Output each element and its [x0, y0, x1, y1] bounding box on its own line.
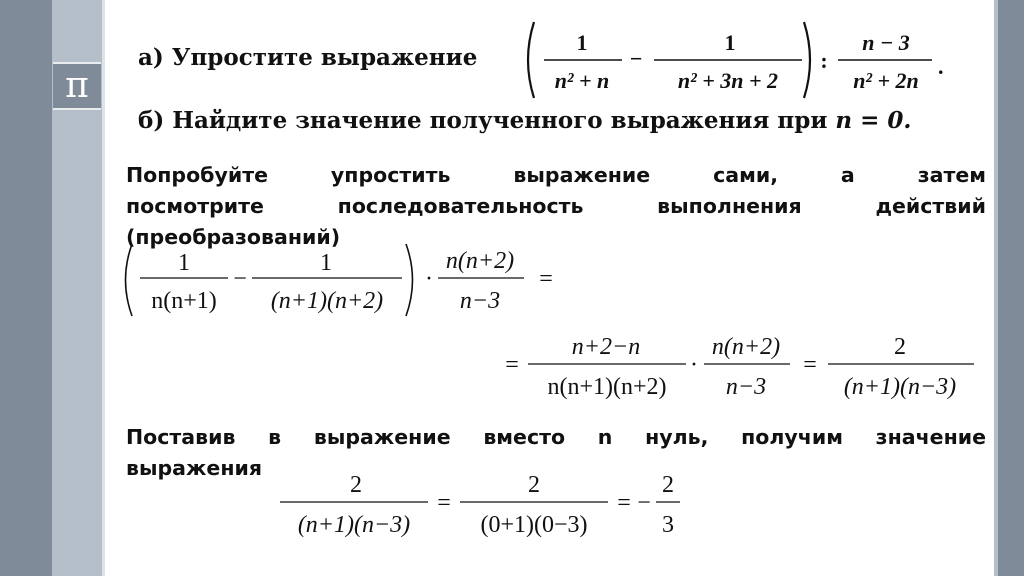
step1-expression [118, 236, 568, 320]
step3-expression [276, 462, 696, 546]
task-a-f2-num: 1 [724, 30, 736, 55]
step3-f1-den: (n+1)(n−3) [297, 512, 411, 538]
step2-f2-num: n(n+2) [711, 334, 781, 360]
step2-f3-den: (n+1)(n−3) [843, 374, 957, 400]
step2-f1-num: n+2−n [571, 334, 641, 360]
step1-f1-num: 1 [178, 250, 190, 276]
step2-equals-2: = [803, 352, 817, 378]
step2-equals-1: = [505, 352, 519, 378]
step3-f2-num: 2 [528, 472, 540, 498]
task-a-f3-num: n − 3 [862, 30, 910, 55]
conclusion-line-1: Поставив в выражение вместо n нуль, получим значение [126, 425, 986, 449]
left-paren [528, 22, 534, 98]
pi-logo-icon [53, 62, 101, 110]
intro-line-3: (преобразований) [126, 225, 341, 249]
step2-expression [498, 322, 978, 406]
task-b-condition: n = 0. [835, 107, 912, 134]
step2-f3-num: 2 [894, 334, 906, 360]
conclusion-line-2: выражения [126, 456, 263, 480]
right-paren [804, 22, 810, 98]
step1-left-paren [126, 244, 133, 316]
step1-f2-den: (n+1)(n+2) [270, 288, 384, 314]
step1-f2-num: 1 [320, 250, 332, 276]
step1-f3-den: n−3 [459, 288, 501, 314]
task-a-f3-den: n² + 2n [853, 68, 919, 93]
task-a-f1-num: 1 [576, 30, 588, 55]
step3-f3-den: 3 [662, 512, 674, 538]
svg-text:π: π [65, 66, 89, 106]
step2-dot: · [690, 352, 698, 378]
step3-equals-1: = [437, 490, 451, 516]
step1-f1-den: n(n+1) [151, 288, 217, 314]
step3-equals-2: = [617, 490, 631, 516]
step1-right-paren [406, 244, 413, 316]
right-decorative-band [998, 0, 1024, 576]
step2-f2-den: n−3 [725, 374, 767, 400]
step3-negative-sign: − [637, 490, 651, 516]
step3-f1-num: 2 [350, 472, 362, 498]
task-b-label: б) Найдите значение полученного выражения при [138, 107, 828, 134]
step1-f3-num: n(n+2) [445, 248, 515, 274]
step1-equals: = [539, 266, 553, 292]
left-stripe-edge [102, 0, 105, 576]
task-a-f2-den: n² + 3n + 2 [677, 68, 779, 93]
step1-dot: · [425, 266, 433, 292]
step3-f2-den: (0+1)(0−3) [480, 512, 588, 538]
task-a-expression [520, 18, 960, 102]
task-a-minus: − [629, 46, 643, 71]
task-b-line [138, 107, 911, 134]
left-decorative-band [0, 0, 52, 576]
task-a-period: . [938, 54, 944, 79]
step1-minus: − [233, 266, 247, 292]
task-a-divide: : [820, 48, 828, 73]
intro-line-2: посмотрите последовательность выполнения действий [126, 194, 986, 218]
step2-f1-den: n(n+1)(n+2) [547, 374, 667, 400]
pi-glyph [57, 66, 97, 106]
intro-line-1: Попробуйте упростить выражение сами, а затем [126, 163, 986, 187]
task-a-label: а) Упростите выражение [138, 44, 478, 71]
task-a-f1-den: n² + n [554, 68, 610, 93]
step3-f3-num: 2 [662, 472, 674, 498]
